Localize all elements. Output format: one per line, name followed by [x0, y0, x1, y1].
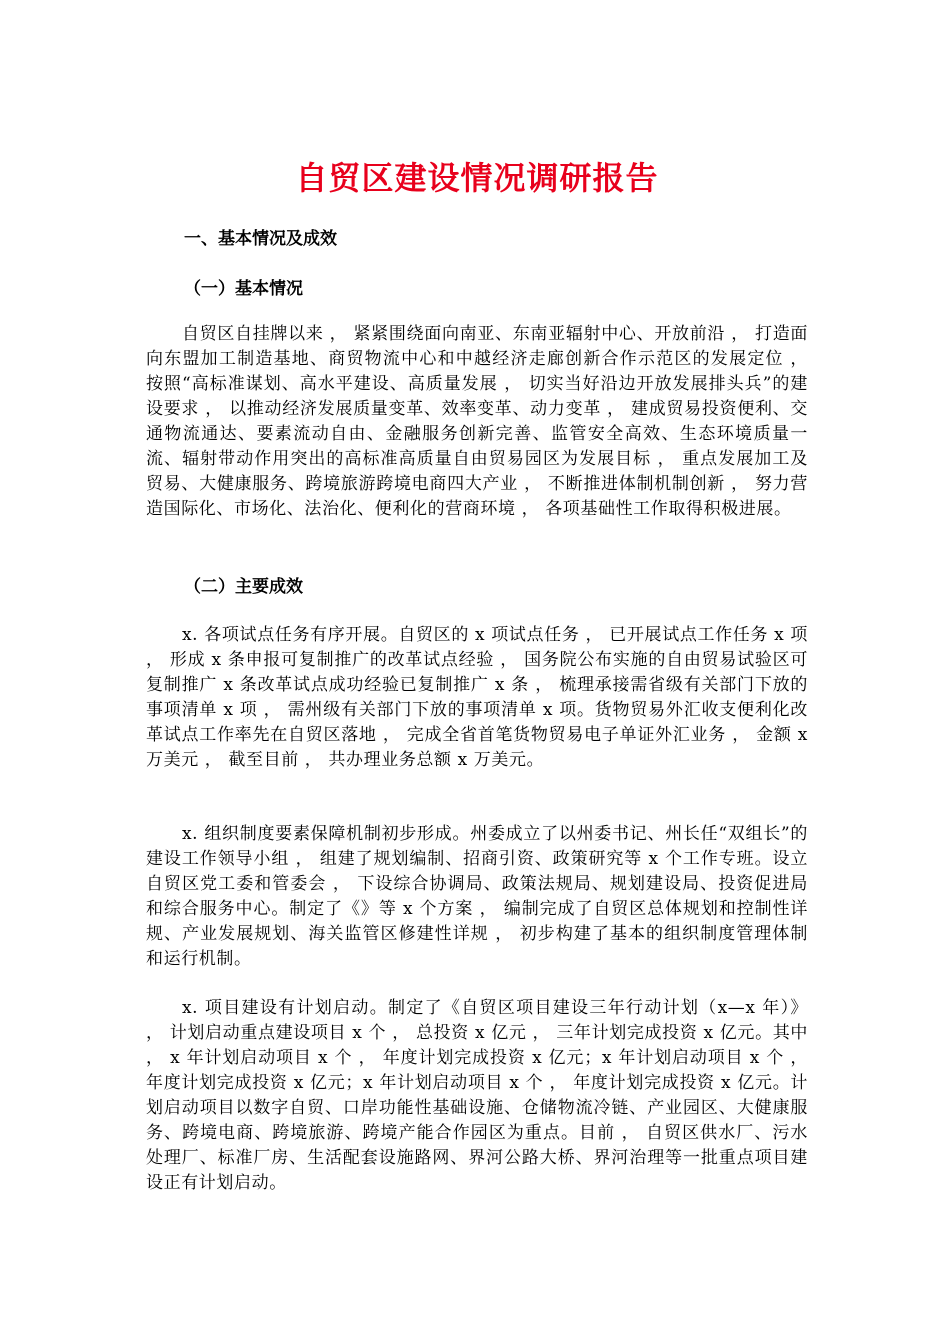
paragraph-basic-situation: 自贸区自挂牌以来 ， 紧紧围绕面向南亚、东南亚辐射中心、开放前沿 ， 打造面向东盟加工制造基地、商贸物流中心和中越经济走廊创新合作示范区的发展定位 ， 按照“高标准谋划、高水平建设、高质量发展 ， 切实当好沿边开放发展排头兵”的建设要求 ， 以推动经济发展质量变革、效率变革、动力变革 ， 建成贸易投资便利、交通物流通达、要素流动自由、金融服务创新完善、监管安全高效、生态环境质量一流、辐射带动作用突出的高标准高质量自由贸易园区为发展目标 ， 重点发展加工及贸易、大健康服务、跨境旅游跨境电商四大产业 ， 不断推进体制机制创新 ， 努力营造国际化、市场化、法治化、便利化的营商环境 ， 各项基础性工作取得积极进展。 [146, 324, 808, 519]
paragraph-project-construction: x. 项目建设有计划启动。制定了《自贸区项目建设三年行动计划（x—x 年）》 ， 计划启动重点建设项目 x 个 ， 总投资 x 亿元 ， 三年计划完成投资 x 亿元。其中 ， x 年计划启动项目 x 个 ， 年度计划完成投资 x 亿元；x 年计划启动项目 x 个 ， 年度计划完成投资 x 亿元；x 年计划启动项目 x 个 ， 年度计划完成投资 x 亿元。计划启动项目以数字自贸、口岸功能性基础设施、仓储物流冷链、产业园区、大健康服务、跨境电商、跨境旅游、跨境产能合作园区为重点。目前 ， 自贸区供水厂、污水处理厂、标准厂房、生活配套设施路网、界河公路大桥、界河治理等一批重点项目建设正有计划启动。 [146, 998, 808, 1193]
paragraph-pilot-tasks: x. 各项试点任务有序开展。自贸区的 x 项试点任务 ， 已开展试点工作任务 x 项 ， 形成 x 条申报可复制推广的改革试点经验 ， 国务院公布实施的自由贸易试验区可复制推广 x 条改革试点成功经验已复制推广 x 条 ， 梳理承接需省级有关部门下放的事项清单 x 项 ， 需州级有关部门下放的事项清单 x 项。货物贸易外汇收支便利化改革试点工作率先在自贸区落地 ， 完成全省首笔货物贸易电子单证外汇业务 ， 金额 x 万美元 ， 截至目前 ， 共办理业务总额 x 万美元。 [146, 625, 808, 770]
subsection-heading-achievements: （二）主要成效 [184, 577, 303, 597]
section-heading-basic-situation: 一、基本情况及成效 [184, 229, 337, 249]
subsection-heading-basic: （一）基本情况 [184, 279, 303, 299]
document-title: 自贸区建设情况调研报告 [295, 159, 659, 197]
paragraph-organization-system: x. 组织制度要素保障机制初步形成。州委成立了以州委书记、州长任“双组长”的建设工作领导小组 ， 组建了规划编制、招商引资、政策研究等 x 个工作专班。设立自贸区党工委和管委会 ， 下设综合协调局、政策法规局、规划建设局、投资促进局和综合服务中心。制定了《》等 x 个方案 ， 编制完成了自贸区总体规划和控制性详规、产业发展规划、海关监管区修建性详规 ， 初步构建了基本的组织制度管理体制和运行机制。 [146, 824, 808, 969]
